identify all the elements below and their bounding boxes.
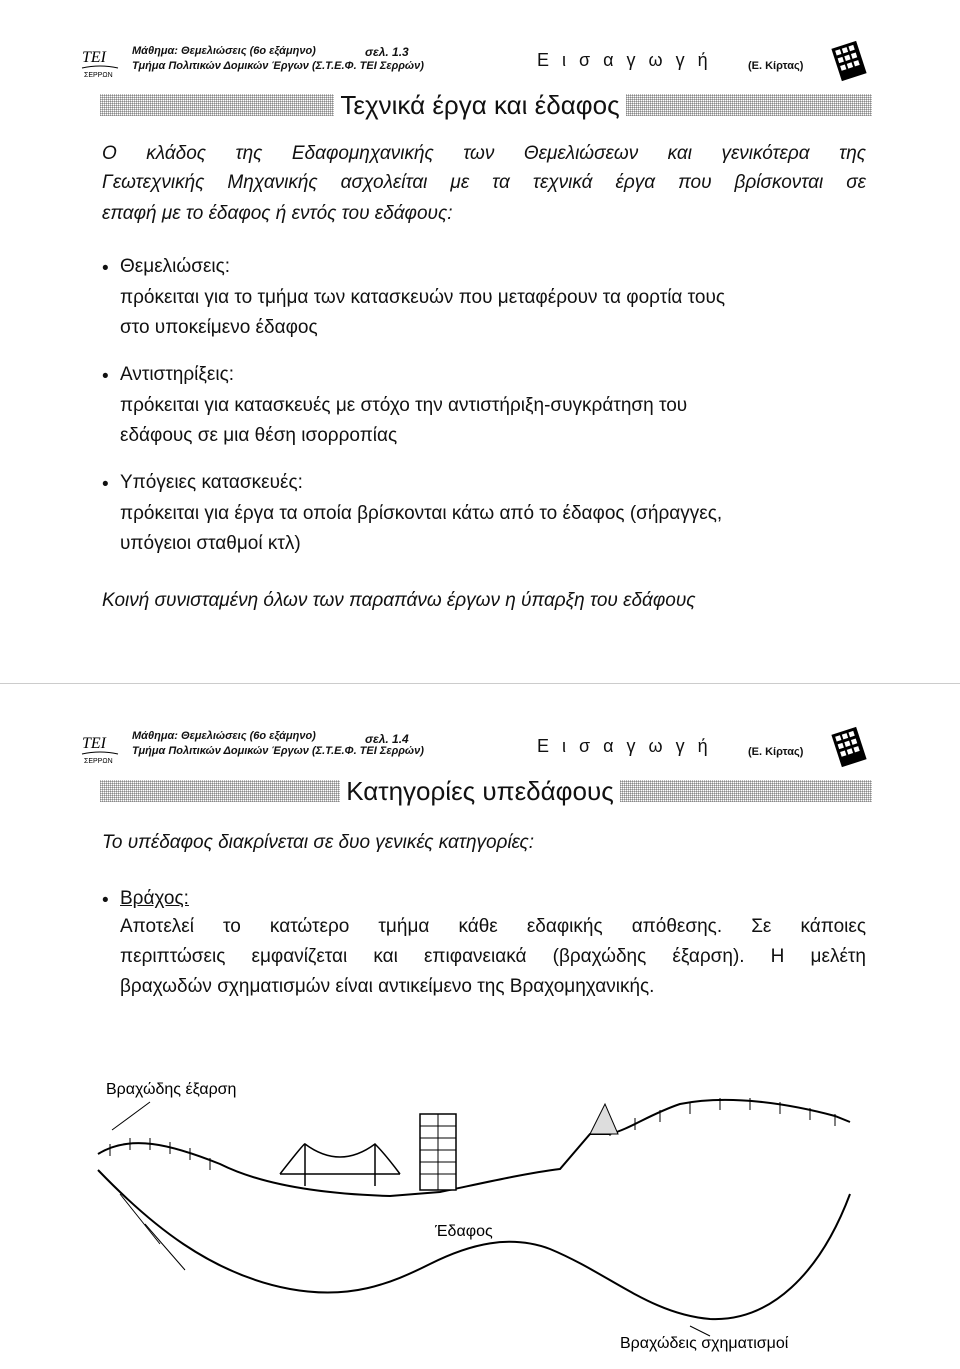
conclusion: Κοινή συνισταμένη όλων των παραπάνω έργων η ύπαρξη του εδάφους <box>102 590 696 611</box>
page-number: σελ. 1.3 <box>365 45 409 59</box>
bullet-text: πρόκειται για έργα τα οποία βρίσκονται κάτω από το έδαφος (σήραγγες, <box>120 503 723 524</box>
tei-logo-icon <box>80 44 120 80</box>
label-soil: Έδαφος <box>435 1223 493 1240</box>
tei-logo <box>80 730 120 766</box>
bullet-head-underground: Υπόγειες κατασκευές: <box>120 472 303 493</box>
section-title: Ε ι σ α γ ω γ ή <box>537 50 712 70</box>
slide-title: Κατηγορίες υπεδάφους <box>0 776 960 807</box>
svg-text:TEI: TEI <box>82 735 106 752</box>
intro-line: Το υπέδαφος διακρίνεται σε δυο γενικές κατηγορίες: <box>102 832 535 853</box>
bullet-text: Αποτελεί το κατώτερο τμήμα κάθε εδαφικής απόθεσης. Σε κάποιες <box>120 916 866 937</box>
soil-diagram <box>90 1074 870 1364</box>
bridge-icon <box>280 1144 400 1186</box>
svg-text:ΣΕΡΡΩΝ: ΣΕΡΡΩΝ <box>84 758 113 765</box>
bullet-dot: • <box>102 258 109 279</box>
section-title: Ε ι σ α γ ω γ ή <box>537 736 712 756</box>
slide-1-3 <box>0 0 960 683</box>
building-icon <box>826 726 872 768</box>
dam-icon <box>590 1104 618 1134</box>
intro-line-1: Ο κλάδος της Εδαφομηχανικής των Θεμελιώσεων και γενικότερα της <box>102 143 866 164</box>
bullet-text: εδάφους σε μια θέση ισορροπίας <box>120 425 398 446</box>
svg-text:ΣΕΡΡΩΝ: ΣΕΡΡΩΝ <box>84 72 113 79</box>
author: (Ε. Κίρτας) <box>748 60 804 72</box>
building-icon <box>826 40 872 82</box>
author: (Ε. Κίρτας) <box>748 746 804 758</box>
bullet-text: υπόγειοι σταθμοί κτλ) <box>120 533 301 554</box>
course-line-1: Μάθημα: Θεμελιώσεις (6ο εξάμηνο) <box>132 730 316 742</box>
course-line-2: Τμήμα Πολιτικών Δομικών Έργων (Σ.Τ.Ε.Φ. ΤΕΙ Σερρών) <box>132 745 424 757</box>
soil-profile-diagram <box>90 1074 870 1364</box>
intro-line-2: Γεωτεχνικής Μηχανικής ασχολείται με τα τεχνικά έργα που βρίσκονται σε <box>102 172 866 193</box>
label-rock: Βραχώδεις σχηματισμοί <box>620 1335 789 1352</box>
bullet-text: περιπτώσεις εμφανίζεται και επιφανειακά (βραχώδης έξαρση). Η μελέτη <box>120 946 866 967</box>
bullet-text: στο υποκείμενο έδαφος <box>120 317 318 338</box>
course-line-2: Τμήμα Πολιτικών Δομικών Έργων (Σ.Τ.Ε.Φ. ΤΕΙ Σερρών) <box>132 60 424 72</box>
bullet-dot: • <box>102 366 109 387</box>
slide-title: Τεχνικά έργα και έδαφος <box>0 90 960 121</box>
bullet-dot: • <box>102 890 109 911</box>
page-number: σελ. 1.4 <box>365 732 409 746</box>
tei-logo <box>80 44 120 80</box>
bullet-text: πρόκειται για κατασκευές με στόχο την αντιστήριξη-συγκράτηση του <box>120 395 688 416</box>
bullet-head-retaining: Αντιστηρίξεις: <box>120 364 235 385</box>
building-icon <box>420 1114 456 1190</box>
bullet-head-foundations: Θεμελιώσεις: <box>120 256 231 277</box>
label-outcrop: Βραχώδης έξαρση <box>106 1081 237 1098</box>
svg-text:TEI: TEI <box>82 49 106 66</box>
slide-1-4 <box>0 684 960 1367</box>
course-line-1: Μάθημα: Θεμελιώσεις (6ο εξάμηνο) <box>132 45 316 57</box>
bullet-text: βραχωδών σχηματισμών είναι αντικείμενο της Βραχομηχανικής. <box>120 976 655 997</box>
bullet-text: πρόκειται για το τμήμα των κατασκευών που μεταφέρουν τα φορτία τους <box>120 287 726 308</box>
tei-logo-icon <box>80 730 120 766</box>
bullet-head-rock: Βράχος: <box>120 888 189 909</box>
bullet-dot: • <box>102 474 109 495</box>
intro-line-3: επαφή με το έδαφος ή εντός του εδάφους: <box>102 203 453 224</box>
